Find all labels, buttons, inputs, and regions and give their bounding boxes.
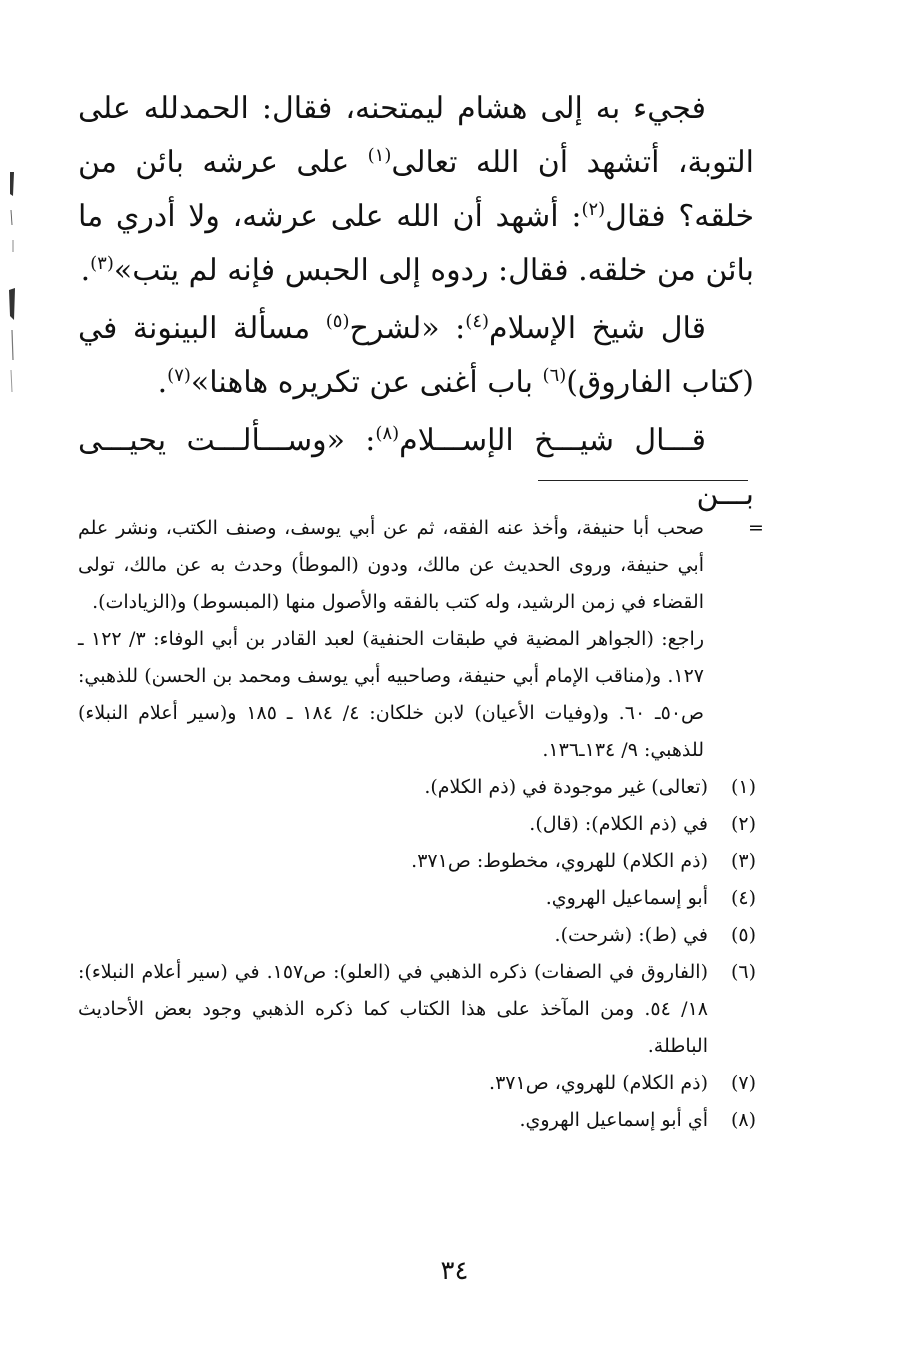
paragraph-1 (78, 82, 754, 298)
footnote-3 (78, 843, 756, 880)
continuation-mark: = (748, 517, 764, 539)
footnote-number: (٦) (730, 961, 756, 983)
footnote-number: (٤) (730, 887, 756, 909)
footnote-continuation (78, 510, 764, 769)
scan-edge-marks (4, 170, 22, 400)
footnote-number: (٥) (730, 924, 756, 946)
footnote-separator (538, 480, 748, 481)
footnote-4 (78, 880, 756, 917)
footnote-text: (ذم الكلام) للهروي، مخطوط: ص٣٧١. (411, 850, 708, 872)
footnote-6 (78, 954, 756, 1065)
p1-text-1: فجيء به إلى هشام ليمتحنه، فقال: الحمدلله على التوبة، أتشهد أن الله تعالى (78, 91, 754, 180)
p2-text-2: : «لشرح (349, 311, 466, 346)
footnote-8 (78, 1102, 756, 1139)
footnote-ref-8: (٨) (375, 423, 400, 444)
continuation-paragraph-2: راجع: (الجواهر المضية في طبقات الحنفية) لعبد القادر بن أبي الوفاء: ٣/ ١٢٢ ـ ١٢٧. و(مناقب الإمام أبي حنيفة، وصاحبيه أبي يوسف ومحمد بن الحسن) للذهبي: ص٥٠ـ ٦٠. و(وفيات الأعيان) لابن خلكان: ٤/ ١٨٤ ـ ١٨٥ و(سير أعلام النبلاء) للذهبي: ٩/ ١٣٤ـ١٣٦. (78, 628, 705, 761)
paragraph-3 (78, 414, 754, 522)
p2-text-3: مسألة البينونة في (كتاب الفاروق) (78, 311, 754, 400)
p3-text-1: قـــال شيـــخ الإســـلام (399, 423, 706, 458)
main-text (78, 82, 754, 522)
continuation-paragraph-1: صحب أبا حنيفة، وأخذ عنه الفقه، ثم عن أبي يوسف، وصنف الكتب، ونشر علم أبي حنيفة، وروى الحديث عن مالك، ودون (الموطأ) وحدث به عن مالك، تولى القضاء في زمن الرشيد، وله كتب بالفقه والأصول منها (المبسوط) و(الزيادات). (78, 517, 704, 613)
footnote-5 (78, 917, 756, 954)
p1-text-2: على عرشه بائن من خلقه؟ فقال (78, 145, 755, 234)
footnote-text: (ذم الكلام) للهروي، ص٣٧١. (489, 1072, 708, 1094)
footnote-ref-7: (٧) (167, 365, 191, 386)
paragraph-2 (78, 302, 754, 410)
footnote-ref-6: (٦) (542, 365, 567, 386)
p1-text-3: : أشهد أن الله على عرشه، ولا أدري ما بائن من خلقه. فقال: ردوه إلى الحبس فإنه لم يتب» (78, 199, 754, 288)
footnote-number: (٢) (730, 813, 756, 835)
footnote-text: أبو إسماعيل الهروي. (545, 887, 708, 909)
footnote-text: أي أبو إسماعيل الهروي. (519, 1109, 708, 1131)
footnote-1 (78, 769, 756, 806)
p2-text-5: . (157, 365, 168, 400)
footnote-ref-4: (٤) (465, 311, 490, 332)
p2-text-4: باب أغنى عن تكريره هاهنا» (190, 365, 543, 400)
footnote-ref-1: (١) (367, 145, 392, 166)
footnotes (78, 510, 764, 1139)
footnote-number: (٧) (730, 1072, 756, 1094)
footnote-2 (78, 806, 756, 843)
footnote-text: (تعالى) غير موجودة في (ذم الكلام). (424, 776, 708, 798)
footnote-number: (١) (730, 776, 756, 798)
p2-text-1: قال شيخ الإسلام (489, 311, 706, 346)
p3-text-2: : «وســـألـــت يحيـــى بـــن (78, 423, 754, 512)
page-number: ٣٤ (440, 1256, 469, 1286)
footnote-number: (٨) (730, 1109, 756, 1131)
footnote-text: (الفاروق في الصفات) ذكره الذهبي في (العلو): ص١٥٧. في (سير أعلام النبلاء): ١٨/ ٥٤. ومن المآخذ على هذا الكتاب كما ذكره الذهبي وجود بعض الأحاديث الباطلة. (78, 961, 708, 1057)
footnote-7 (78, 1065, 756, 1102)
p1-text-4: . (80, 253, 91, 288)
footnote-text: في (ذم الكلام): (قال). (529, 813, 708, 835)
footnote-number: (٣) (730, 850, 756, 872)
footnote-ref-5: (٥) (325, 311, 350, 332)
footnote-ref-3: (٣) (90, 253, 114, 274)
footnote-text: في (ط): (شرحت). (554, 924, 708, 946)
footnote-ref-2: (٢) (581, 199, 606, 220)
